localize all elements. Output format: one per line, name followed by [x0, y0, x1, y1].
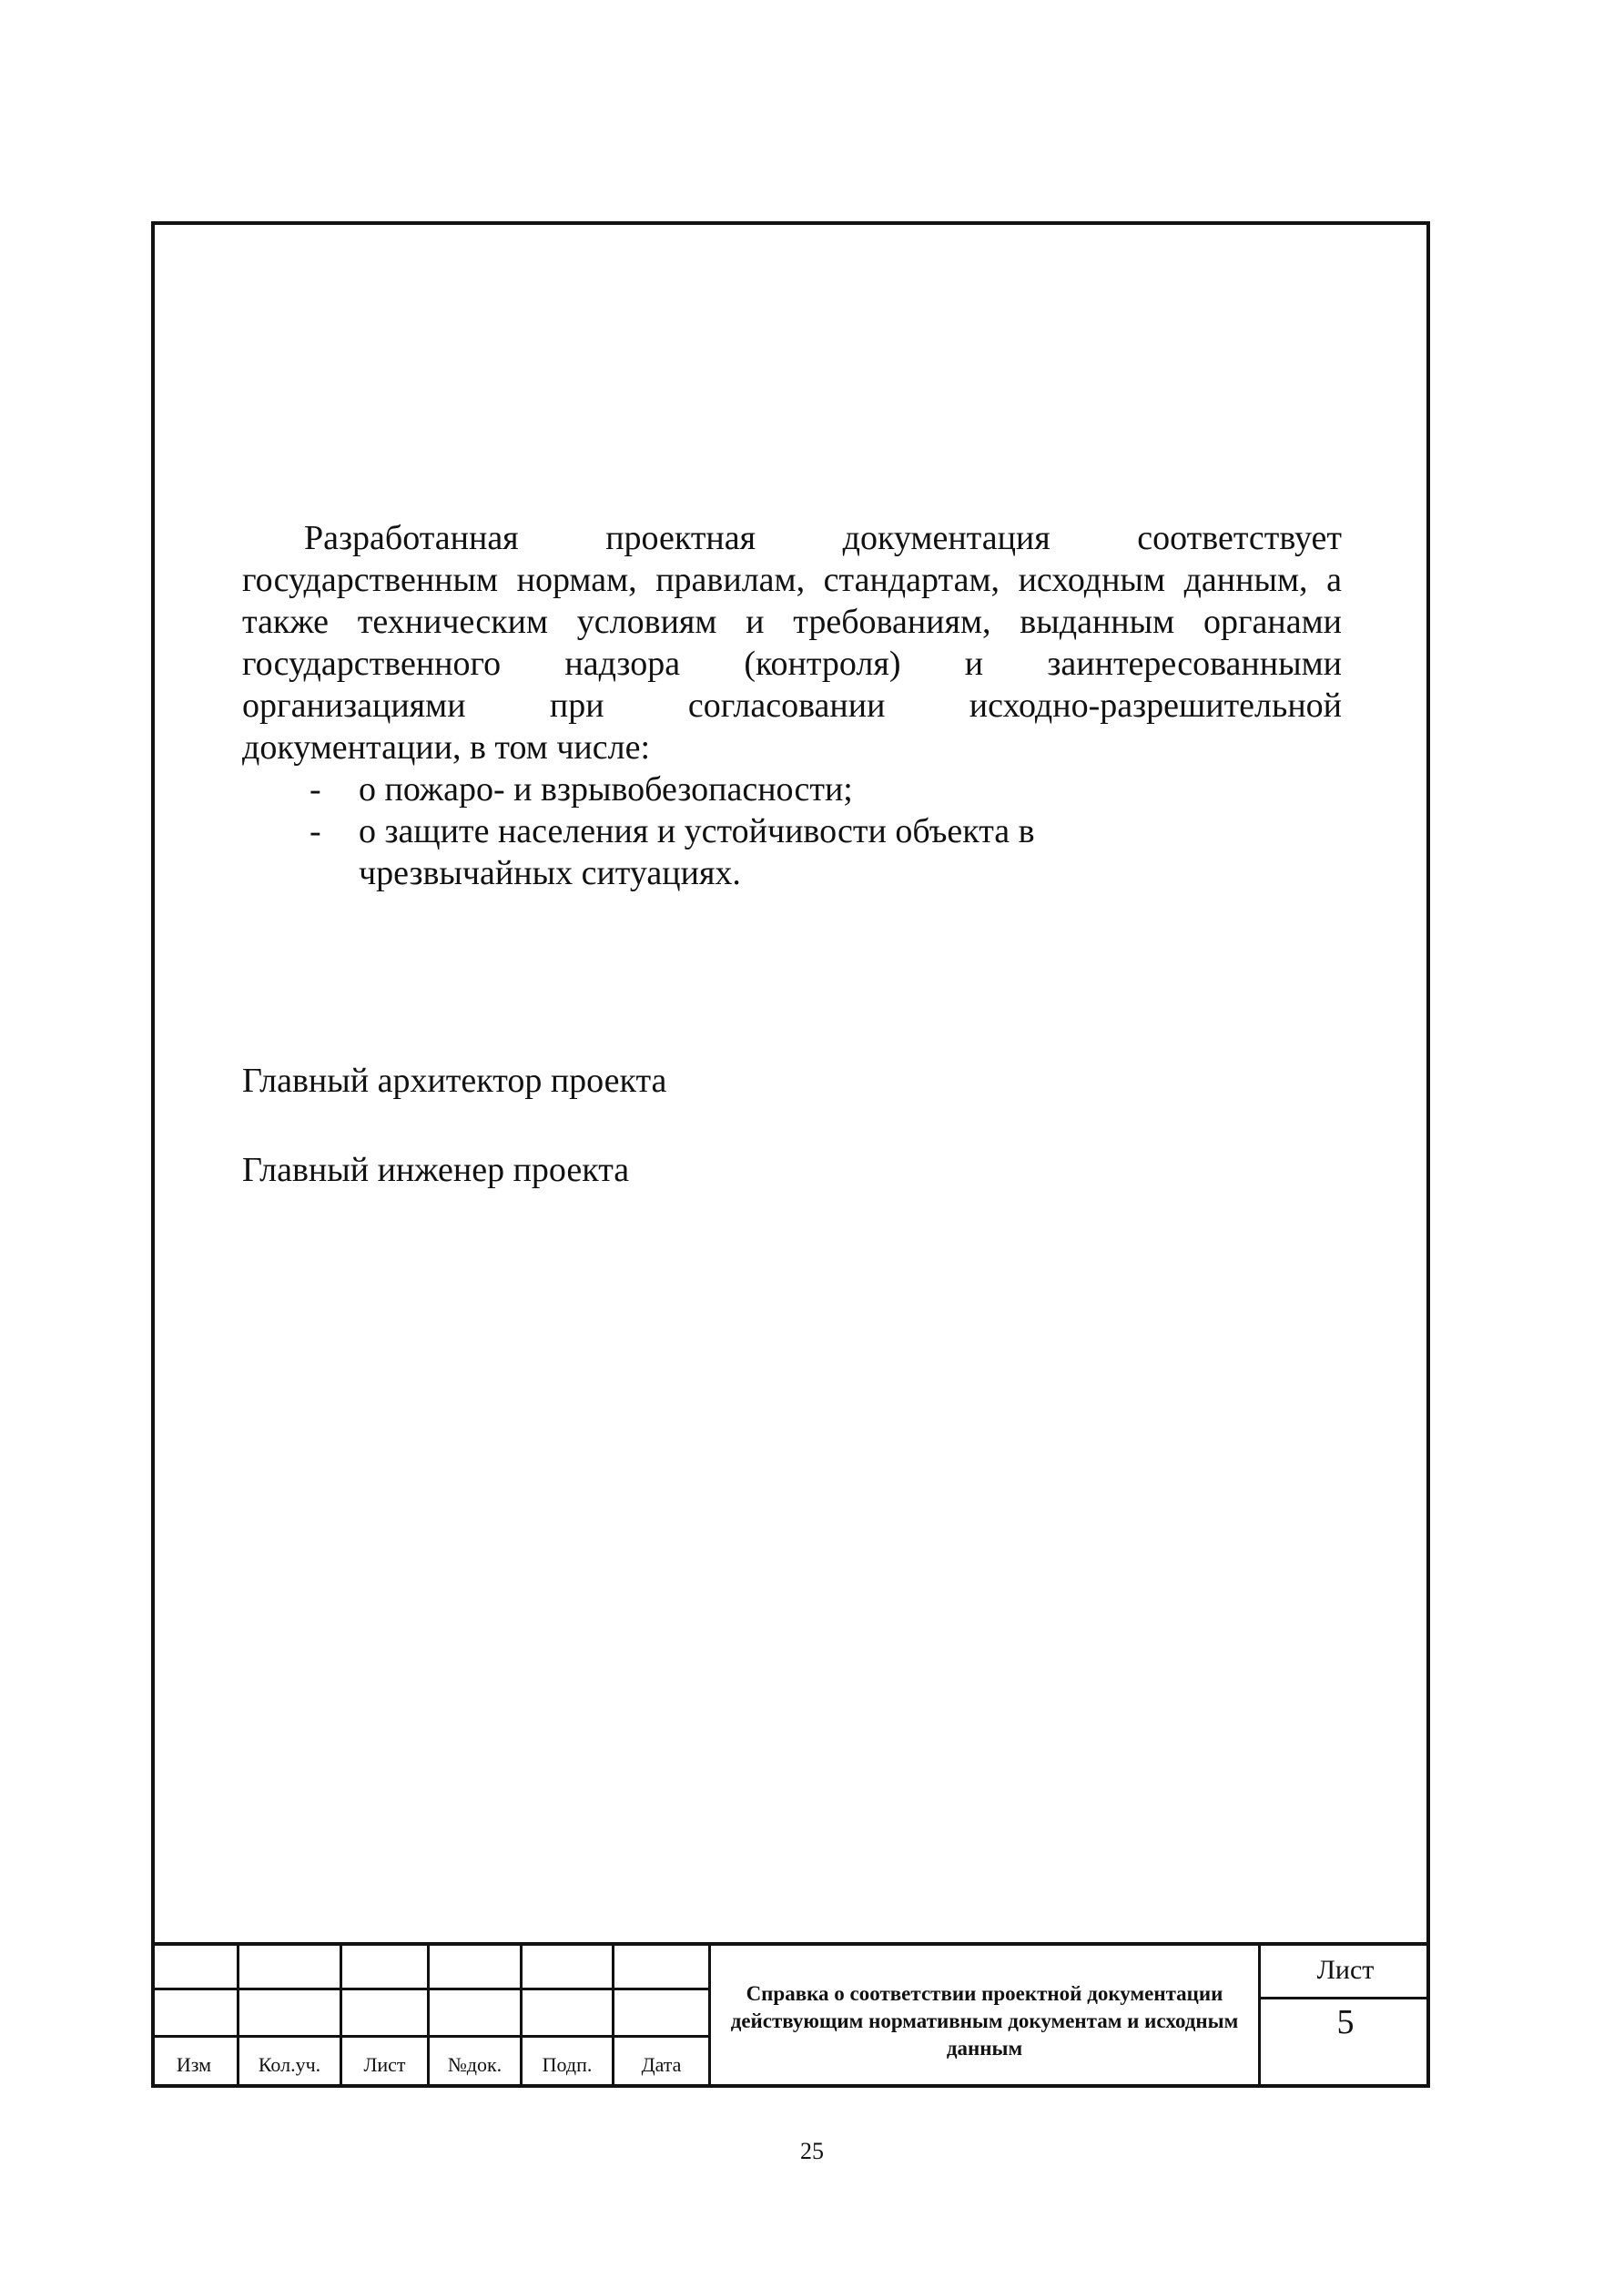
dash-bullet: - [310, 812, 321, 850]
chief-architect-signature: Главный архитектор проекта [242, 1062, 667, 1100]
col-label-ndok: №док. [447, 2053, 502, 2076]
revision-grid [151, 1946, 708, 2088]
grid-divider [151, 1988, 708, 1990]
list-item [242, 768, 1342, 810]
grid-divider [151, 2035, 708, 2038]
sheet-box [1258, 1946, 1430, 2088]
list-item [242, 810, 1342, 894]
sheet-number: 5 [1336, 2003, 1355, 2041]
chief-engineer-signature: Главный инженер проекта [242, 1151, 630, 1189]
page-number: 25 [800, 2138, 824, 2164]
col-label-kol-uch: Кол.уч. [258, 2053, 321, 2076]
document-body [242, 517, 1342, 894]
document-title-cell [708, 1946, 1258, 2088]
document-title: Справка о соответствии проектной документации действующим нормативным документам и исходным данным [730, 1982, 1239, 2060]
list-item-text: о защите населения и устойчивости объекта в чрезвычайных ситуациях. [359, 812, 1035, 892]
col-label-data: Дата [641, 2053, 682, 2076]
title-block-stamp [151, 1942, 1430, 2088]
main-paragraph: Разработанная проектная документация соответствует государственным нормам, правилам, стандартам, исходным данным, а также техническим условиям и требованиям, выданным органами государственного надзора (контроля) и заинтересованными организациями при согласовании исходно-разрешительной документации, в том числе: [242, 519, 1342, 767]
sheet-label: Лист [1261, 1955, 1430, 1999]
col-label-list: Лист [363, 2053, 406, 2076]
requirements-list [242, 768, 1342, 894]
list-item-text: о пожаро- и взрывобезопасности; [359, 770, 853, 809]
col-label-izm: Изм [176, 2053, 212, 2076]
dash-bullet: - [310, 770, 321, 809]
col-label-podp: Подп. [542, 2053, 593, 2076]
